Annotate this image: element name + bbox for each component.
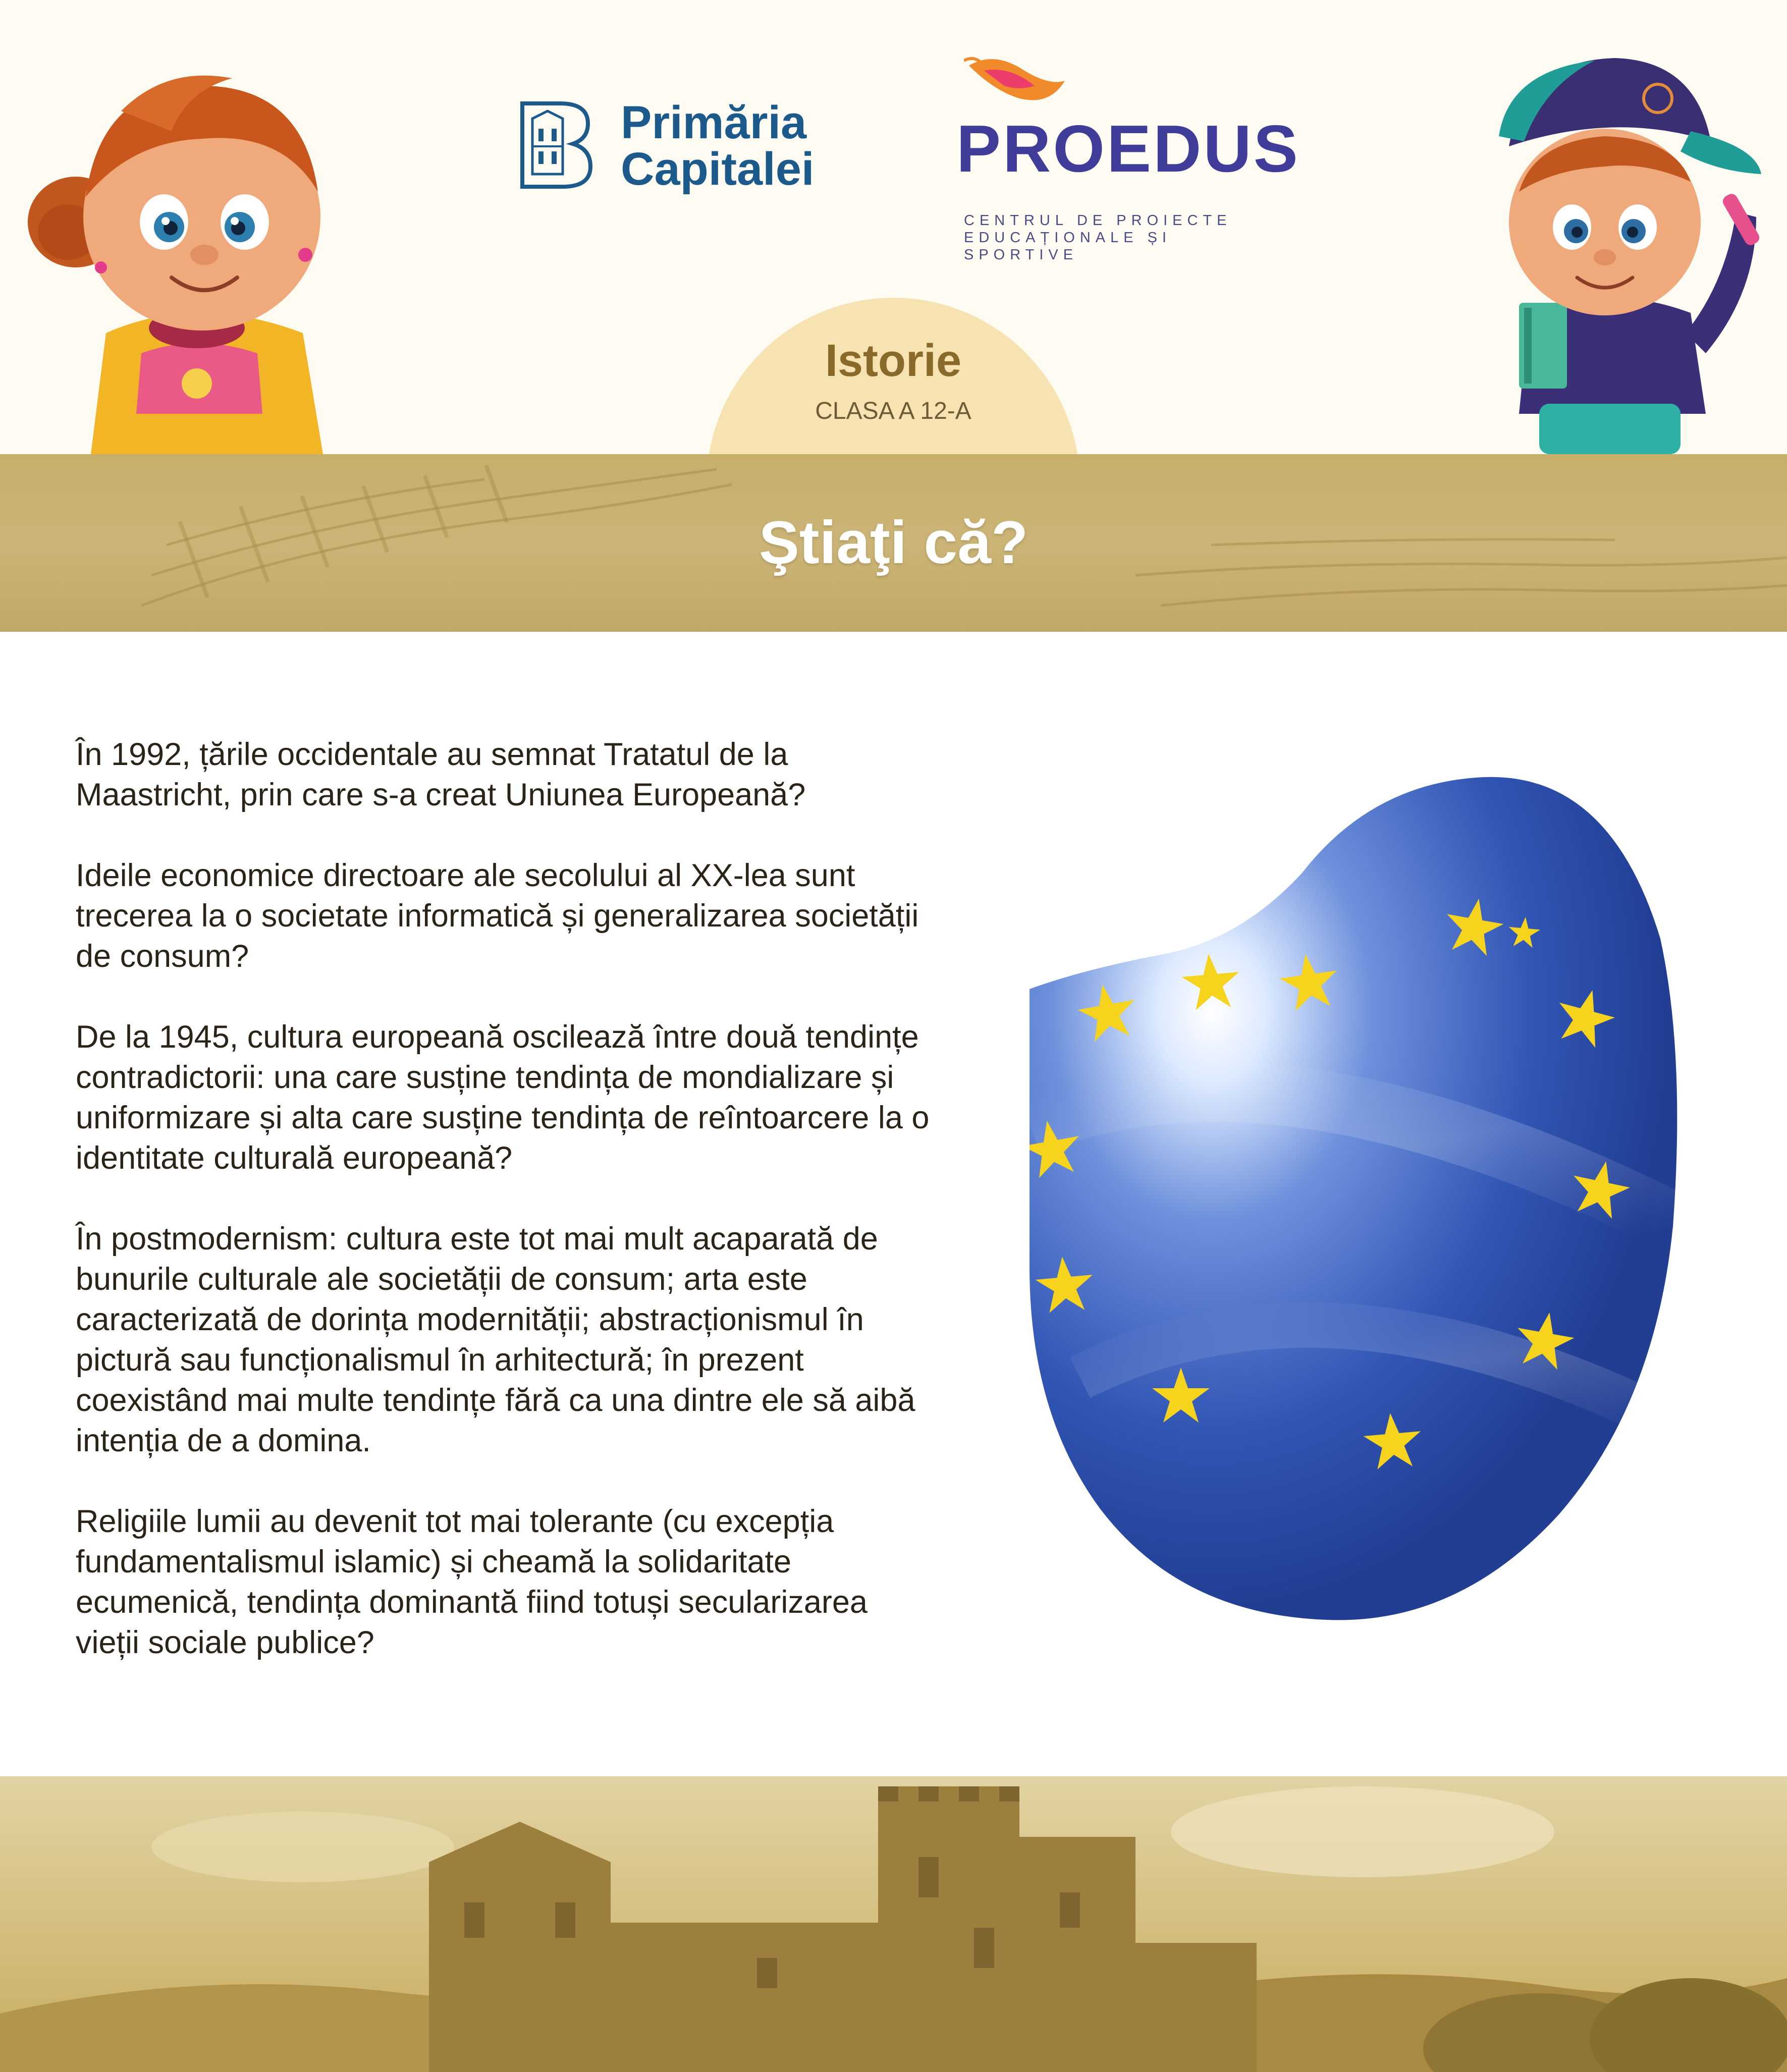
boy-character-illustration bbox=[1453, 30, 1776, 454]
proedus-wordmark: PROEDUS bbox=[956, 112, 1300, 186]
castle-footer-image bbox=[0, 1776, 1787, 2072]
city-hall-b-icon bbox=[517, 98, 593, 192]
proedus-tagline-2: EDUCAȚIONALE ȘI SPORTIVE bbox=[964, 230, 1172, 263]
primaria-logo-line1: Primăria bbox=[621, 97, 807, 148]
proedus-logo bbox=[949, 50, 1300, 263]
fact-paragraph: În 1992, țările occidentale au semnat Tratatul de la Maastricht, prin care s-a creat Uniunea Europeană? bbox=[76, 737, 806, 812]
banner-title: Ştiaţi că? bbox=[759, 509, 1028, 576]
fact-paragraph: Religiile lumii au devenit tot mai tolerante (cu excepția fundamentalismul islamic) și cheamă la solidaritate ecumenică, tendința dominantă fiind totuși secularizarea vieții sociale publice? bbox=[76, 1504, 868, 1660]
primaria-logo-line2: Capitalei bbox=[621, 143, 815, 195]
fact-list bbox=[76, 734, 934, 1703]
subject-class: CLASA A 12-A bbox=[815, 398, 971, 424]
primaria-capitalei-logo bbox=[517, 98, 850, 194]
girl-character-illustration bbox=[20, 30, 373, 454]
subject-title: Istorie bbox=[825, 336, 962, 386]
fact-paragraph: Ideile economice directoare ale secolului al XX-lea sunt trecerea la o societate informatică și generalizarea societății de consum? bbox=[76, 858, 919, 974]
proedus-tagline-1: CENTRUL DE PROIECTE bbox=[964, 212, 1232, 229]
fact-paragraph: În postmodernism: cultura este tot mai mult acaparată de bunurile culturale ale societății de consum; arta este caracterizată de dorința modernității; abstracționismul în pictură sau funcționalismul în arhitectură; în prezent coexistând mai multe tendințe fără ca una dintre ele să aibă intenția de a domina. bbox=[76, 1221, 915, 1458]
eu-flag-image bbox=[1030, 772, 1681, 1625]
fact-paragraph: De la 1945, cultura europeană oscilează între două tendințe contradictorii: una care susține tendința de mondializare și uniformizare și alta care susține tendința de reîntoarcere la o identitate culturală europeană? bbox=[76, 1019, 930, 1176]
